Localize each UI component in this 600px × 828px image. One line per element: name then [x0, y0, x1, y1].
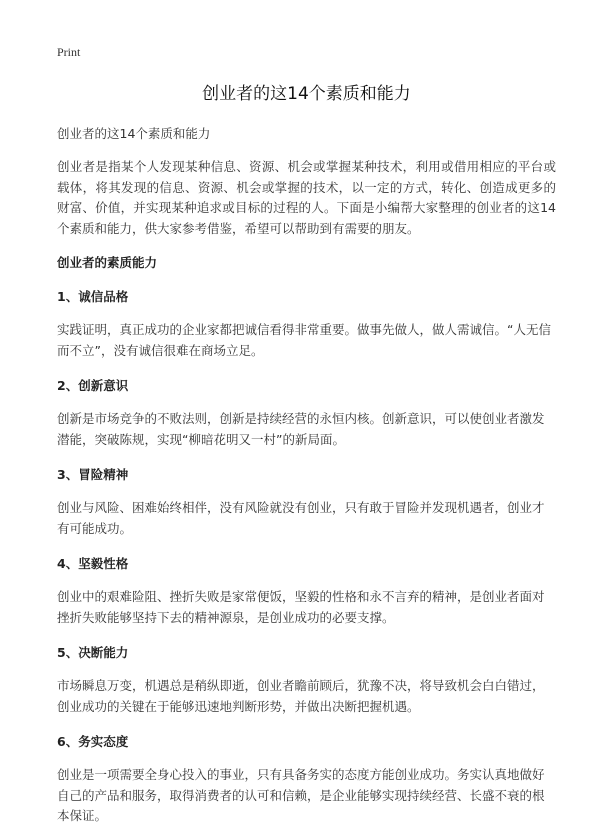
- document-subtitle: 创业者的这14个素质和能力: [57, 126, 211, 141]
- item-heading: 4、坚毅性格: [57, 556, 129, 571]
- item-body: 实践证明，真正成功的企业家都把诚信看得非常重要。做事先做人，做人需诚信。“人无信而不立”，没有诚信很难在商场立足。: [57, 322, 551, 358]
- item-body: 创新是市场竞争的不败法则，创新是持续经营的永恒内核。创新意识，可以使创业者激发潜能，突破陈规，实现“柳暗花明又一村”的新局面。: [57, 411, 545, 447]
- item-body: 创业与风险、困难始终相伴，没有风险就没有创业，只有敢于冒险并发现机遇者，创业才有可能成功。: [57, 500, 545, 536]
- item-pragmatism: [57, 732, 556, 827]
- item-innovation: [57, 376, 556, 450]
- item-decisiveness: [57, 643, 556, 717]
- item-heading: 3、冒险精神: [57, 467, 129, 482]
- item-body: 市场瞬息万变，机遇总是稍纵即逝，创业者瞻前顾后，犹豫不决，将导致机会白白错过，创业成功的关键在于能够迅速地判断形势，并做出决断把握机遇。: [57, 678, 545, 714]
- print-link[interactable]: Print: [57, 45, 81, 59]
- item-heading: 2、创新意识: [57, 378, 129, 393]
- item-adventure: [57, 465, 556, 539]
- section-heading: 创业者的素质能力: [57, 255, 158, 270]
- item-perseverance: [57, 554, 556, 628]
- document-title: 创业者的这14个素质和能力: [202, 84, 411, 104]
- item-heading: 6、务实态度: [57, 734, 129, 749]
- intro-paragraph: 创业者是指某个人发现某种信息、资源、机会或掌握某种技术，利用或借用相应的平台或载体，将其发现的信息、资源、机会或掌握的技术，以一定的方式，转化、创造成更多的财富、价值，并实现某种追求或目标的过程的人。下面是小编帮大家整理的创业者的这14个素质和能力，供大家参考借鉴，希望可以帮助到有需要的朋友。: [57, 159, 556, 236]
- item-body: 创业中的艰难险阻、挫折失败是家常便饭，坚毅的性格和永不言弃的精神，是创业者面对挫折失败能够坚持下去的精神源泉，是创业成功的必要支撑。: [57, 589, 545, 625]
- item-heading: 1、诚信品格: [57, 289, 129, 304]
- item-heading: 5、决断能力: [57, 645, 129, 660]
- item-honesty: [57, 287, 556, 361]
- item-body: 创业是一项需要全身心投入的事业，只有具备务实的态度方能创业成功。务实认真地做好自己的产品和服务，取得消费者的认可和信赖，是企业能够实现持续经营、长盛不衰的根本保证。: [57, 767, 545, 823]
